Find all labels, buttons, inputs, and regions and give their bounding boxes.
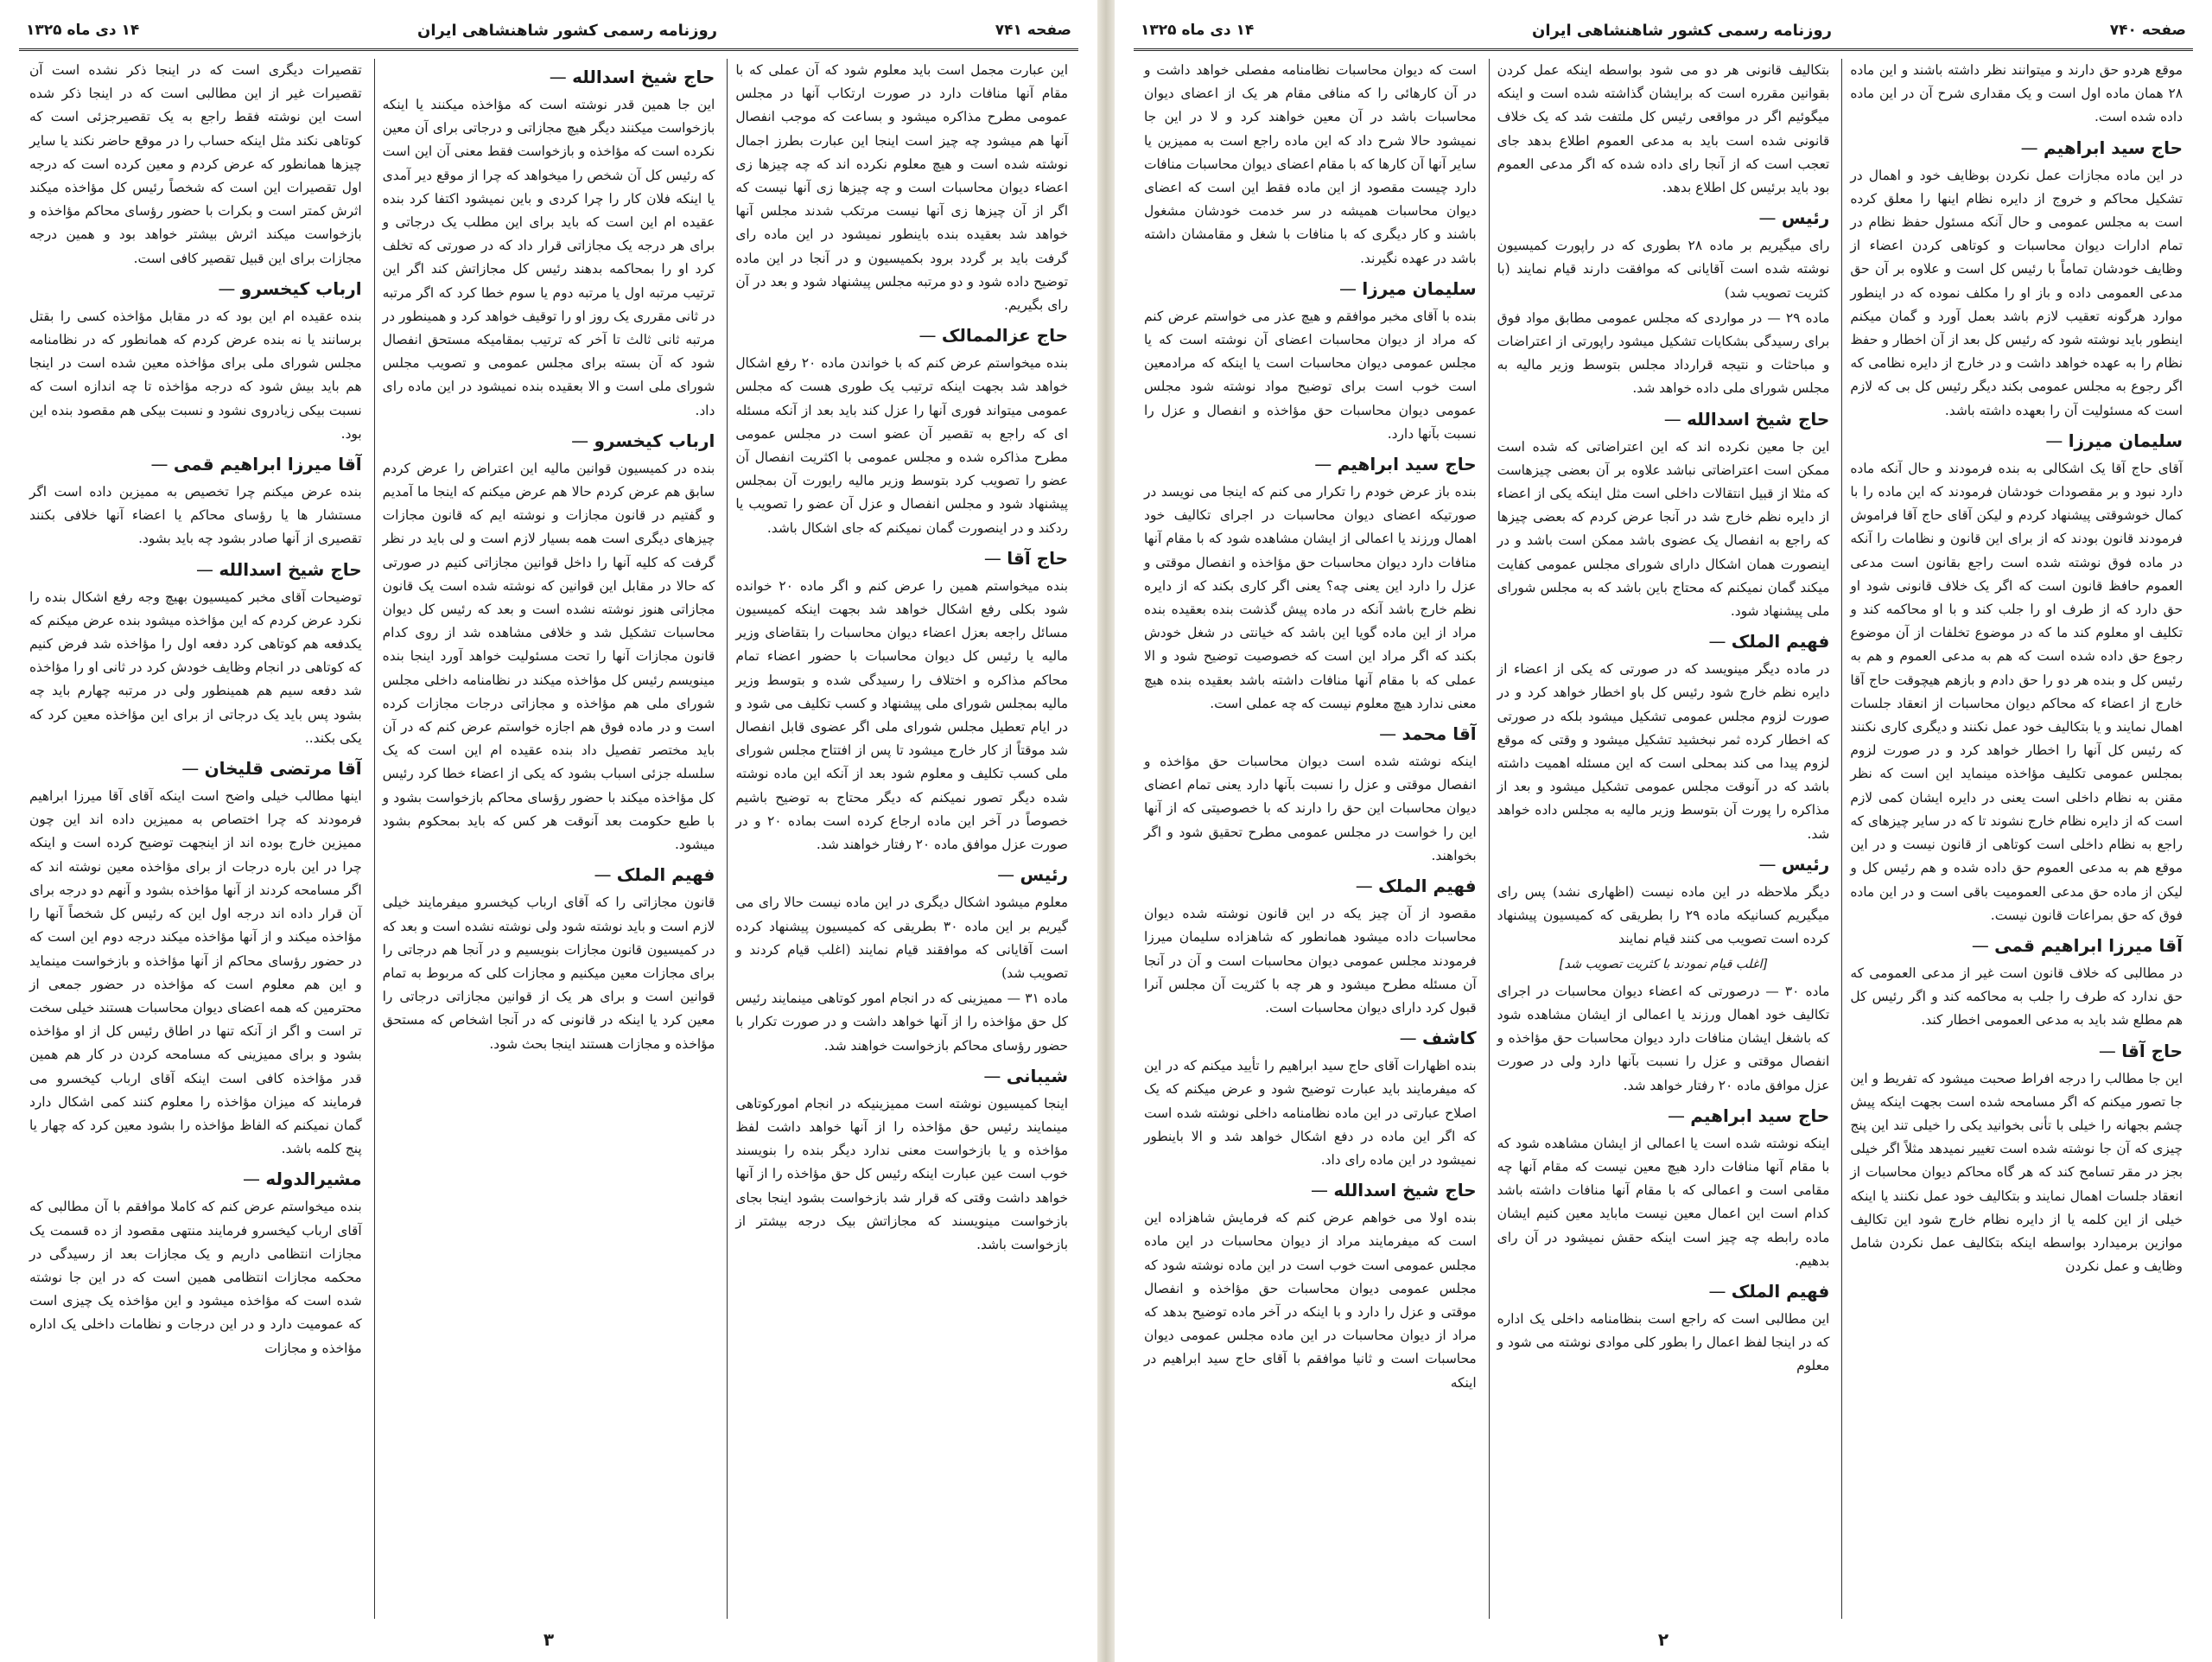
speaker-name: شیبانی — [735, 1061, 1068, 1091]
vote-note: [اغلب قیام نمودند با کثریت تصویب شد] [1559, 957, 1768, 971]
paragraph: دیگر ملاحظه در این ماده نیست (اظهاری نشد) پس رای میگیریم کسانیکه ماده ۲۹ را بطریقی که کمیسیون پیشنهاد کرده است تصویب می کنند قیام نمایند [1497, 883, 1830, 947]
paragraph: این جا مطالب را درجه افراط صحبت میشود که تفریط و این جا تصور میکنم که اگر مسامحه شده است بجهت اینکه پیش چشم بجهانه را خیلی با تأنی بخوانید یکی را خیلی تند این پنج چیزی که آن جا نوشته شده است تغییر نمیدهد مثلاً اگر خیلی بجز در مقر تسامح کند که هر گاه محاکم دیوان محاسبات از انعقاد جلسات اهمال نمایند و بتکالیف خود عمل نکنند یا اینکه خیلی از این کلمه یا از دایره نظام خارج شود این تکالیف موازین برمیدارد بواسطه اینکه بتکالیف عمل نکردن شامل وظایف و عمل نکردن [1850, 1070, 2183, 1275]
left-col-1 [725, 59, 1078, 1619]
speaker-name: حاج سید ابراهیم — [1850, 133, 2183, 162]
book-gutter [1097, 0, 1115, 1662]
left-page-columns [19, 59, 1078, 1619]
right-col-1 [1840, 59, 2193, 1619]
left-page-title: روزنامه رسمی کشور شاهنشاهی ایران [416, 21, 718, 40]
right-page [1115, 0, 2212, 1662]
paragraph: ماده ۲۹ — در مواردی که مجلس عمومی مطابق مواد فوق برای رسیدگی بشکایات تشکیل میشود راپورتی از اعتراضات و مباحثات و نتیجه قرارداد مجلس بتوسط وزیر مالیه به مجلس شورای ملی داده خواهد شد. [1497, 309, 1830, 397]
paragraph: بنده میخواستم عرض کنم که با خواندن ماده ۲۰ رفع اشکال خواهد شد بجهت اینکه ترتیب یک طوری هست که مجلس عمومی میتواند فوری آنها را عزل کند باید بعد از آنکه مسئله ای که راجع به تقصیر آن عضو است در مجلس عمومی مطرح مذاکره شده و مجلس عمومی با اکثریت انفصال آن عضو را تصویب کرد بتوسط وزیر مالیه رایورت آن بمجلس پیشنهاد شود و مجلس انفصال و عزل آن عضو را تصویب یا ردکند و در اینصورت گمان نمیکنم که جای اشکال باشد. [735, 355, 1068, 536]
paragraph: بنده با آقای مخبر موافقم و هیچ عذر می خواستم عرض کنم که مراد از دیوان محاسبات اعضای آن نوشته است که یا مجلس عمومی دیوان محاسبات است یا اینکه که مرادمعین است خوب است برای توضیح مواد نوشته شود مجلس عمومی دیوان محاسبات حق مؤاخذه و انفصال و عزل را نسبت بآنها دارد. [1143, 308, 1477, 442]
paragraph: بنده اظهارات آقای حاج سید ابراهیم را تأیید میکنم که در این که میفرمایند باید عبارت توضیح شود و عرض میکنم که یک اصلاح عبارتی در این ماده نظامنامه داخلی نوشته شده است که اگر این ماده در دفع اشکال خواهد شد و الا باینطور نمیشود در این ماده رای داد. [1143, 1058, 1477, 1168]
paragraph: ماده ۳۱ — ممیزینی که در انجام امور کوتاهی مینمایند رئیس کل حق مؤاخذه را از آنها خواهد داشت و در صورت تکرار با حضور رؤسای محاکم بازخواست خواهند شد. [735, 990, 1068, 1054]
right-page-title: روزنامه رسمی کشور شاهنشاهی ایران [1531, 21, 1833, 40]
paragraph: بنده عقیده ام این بود که در مقابل مؤاخذه کسی را بقتل برسانند یا نه بنده عرض کردم که همانطور که در نظامنامه مجلس شورای ملی برای مؤاخذه معین شده است در اینجا هم باید بیش شود که درجه مؤاخذه تا چه اندازه است که نسبت بیکی زیادروی نشود و نسبت بیکی هم مقصود بنده این بود. [29, 308, 362, 442]
speaker-name: رئیس — [735, 860, 1068, 889]
paragraph: در ماده دیگر مینویسد که در صورتی که یکی از اعضاء از دایره نظم خارج شود رئیس کل باو اخطار خواهد کرد و در صورت لزوم مجلس عمومی تشکیل میشود بلکه در صورتی که اخطار کرده ثمر نبخشید تشکیل میشود و وقتی که موقع لزوم پیدا می کند بمحلی است که این مسئله اهمیت داشته باشد که در آنوقت مجلس عمومی تشکیل میشود و بعد از مذاکره را پورت آن بتوسط وزیر مالیه به مجلس داده خواهد شد. [1497, 661, 1830, 842]
left-page-header [19, 16, 1078, 51]
speaker-name: فهیم الملک — [1497, 627, 1830, 656]
speaker-name: کاشف — [1144, 1023, 1477, 1053]
speaker-name: حاج آقا — [1850, 1036, 2183, 1066]
right-page-header [1134, 16, 2193, 51]
paragraph: اینجا کمیسیون نوشته است ممیزینیکه در انجام امورکوتاهی مینمایند رئیس حق مؤاخذه را از آنها خواهد داشت لفظ مؤاخذه و یا بازخواست معنی ندارد دیگر بنده را بنویسند خوب است عین عبارت اینکه رئیس کل حق مؤاخذه را از آنها خواهد داشت وقتی که قرار شد بازخواست بشود اینجا بجای بازخواست مینویسند که مجازاتش بیک درجه بیشتر از بازخواست باشد. [735, 1095, 1068, 1252]
speaker-name: رئیس — [1497, 203, 1830, 232]
speaker-name: رئیس — [1497, 850, 1830, 879]
paragraph: در مطالبی که خلاف قانون است غیر از مدعی العمومی که حق ندارد که طرف را جلب به محاکمه کند و اگر رئیس کل هم مطلع شد باید به مدعی العمومی اخطار کند. [1850, 965, 2183, 1028]
paragraph: بنده عرض میکنم چرا تخصیص به ممیزین داده است اگر مستشار ها یا رؤسای محاکم یا اعضاء آنها خلافی بکنند تقصیری از آنها صادر بشود چه باید بشود. [29, 484, 362, 547]
paragraph: مقصود از آن چیز یکه در این قانون نوشته شده دیوان محاسبات داده میشود همانطور که شاهزاده سلیمان میرزا فرمودند مجلس عمومی دیوان محاسبات است و آن در آنجا آن مسئله مطرح میشود و هر چه با کثریت آن مجلس آنرا قبول کرد دارای دیوان محاسبات است. [1143, 906, 1477, 1016]
paragraph: بتکالیف قانونی هر دو می شود بواسطه اینکه عمل کردن بقوانین مقرره است که برایشان گذاشته شده است و اینکه میگوئیم اگر در مواقعی رئیس کل ملتفت شد که یک خلاف قانونی شده است باید به مدعی العموم اطلاع بدهد جای تعجب است که از آنجا رای داده شده که اگر مدعی العموم بود باید برئیس کل اطلاع بدهد. [1497, 62, 1830, 196]
paragraph: ماده ۳۰ — درصورتی که اعضاء دیوان محاسبات در اجرای تکالیف خود اهمال ورزند یا اعمالی از ایشان مشاهده شود که باشغل ایشان منافات دارد دیوان محاسبات حق مؤاخذه و انفصال موقتی و عزل را نسبت بآنها دارد ولی در صورت عزل موافق ماده ۲۰ رفتار خواهد شد. [1497, 983, 1830, 1093]
speaker-name: حاج شیخ اسدالله — [29, 555, 362, 584]
paragraph: بنده باز عرض خودم را تکرار می کنم که اینجا می نویسد در صورتیکه اعضای دیوان محاسبات در اجرای تکالیف خود اهمال ورزند یا اعمالی از ایشان مشاهده شود که با مقام آنها منافات دارد دیوان محاسبات حق مؤاخذه و انفصال موقتی و عزل را دارد این یعنی چه؟ یعنی اگر کاری بکند که از دایره نظم خارج باشد آنکه در ماده پیش گذشت بنده بعقیده بنده مراد از این ماده گویا این باشد که خیانتی در شغل خودش بکند که اگر مراد این است که خصوصیت توضیح شود و الا عملی که با مقام آنها منافات داشته باشد بعقیده بنده هیچ معنی ندارد هیچ معلوم نیست که چه عملی است. [1143, 484, 1477, 711]
speaker-name: حاج شیخ اسدالله — [383, 62, 715, 92]
column-rule [1841, 59, 1842, 1619]
paragraph: بنده اولا می خواهم عرض کنم که فرمایش شاهزاده این است که میفرمایند مراد از دیوان محاسبات در این ماده مجلس عمومی است خوب است در این ماده نوشته شود که مجلس عمومی دیوان محاسبات حق مؤاخذه و انفصال موقتی و عزل را دارد و با اینکه در آخر ماده توضیح بدهد که مراد از دیوان محاسبات در این ماده مجلس عمومی دیوان محاسبات است و ثانیا موافقم با آقای حاج سید ابراهیم در اینکه [1143, 1210, 1477, 1391]
paragraph: اینها مطالب خیلی واضح است اینکه آقای آقا میرزا ابراهیم فرمودند که چرا اختصاص به ممیزین داده اند این چون ممیزین خارج بوده اند از اینجهت توضیح کرده است و اینکه چرا در این باره درجات از برای مؤاخذه معین نوشته اند که اگر مسامحه کردند از آنها مؤاخذه بشود و آنهم دو درجه برای آن قرار داده اند درجه اول این که رئیس کل شخصاً آنها را مؤاخذه میکند و از آنها مؤاخذه میکند درجه دوم این است که در حضور رؤسای محاکم از آنها مؤاخذه و بازخواست مینماید و این هم معلوم است که مؤاخذه در حضور جمعی از محترمین که همه اعضای دیوان محاسبات هستند خیلی سخت تر است و اگر از آنکه تنها در اطاق رئیس کل از او مؤاخذه بشود و برای ممیزینی که مسامحه کردن در کار هم همین قدر مؤاخذه کافی است اینکه آقای ارباب کیخسرو می فرمایند که میزان مؤاخذه را معلوم کنند کمی اشکال دارد گمان نمیکنم که الفاظ مؤاخذه را بشود معین کرد که چهار یا پنج کلمه باشد. [29, 788, 362, 1157]
right-page-number: ۲ [1657, 1629, 1669, 1650]
paragraph: اینکه نوشته شده است دیوان محاسبات حق مؤاخذه و انفصال موقتی و عزل را نسبت بآنها دارد یعنی تمام اعضای دیوان محاسبات این حق را دارند که با خصوصیتی که از آنها این را خواست در مجلس عمومی مطرح تحقیق شود و اگر بخواهند. [1143, 754, 1477, 863]
paragraph: معلوم میشود اشکال دیگری در این ماده نیست حالا رای می گیریم بر این ماده ۳۰ بطریقی که کمیسیون پیشنهاد کرده است آقایانی که موافقند قیام نمایند (اغلب قیام کردند و تصویب شد) [735, 895, 1068, 981]
right-col-2 [1487, 59, 1840, 1619]
paragraph: آقای حاج آقا یک اشکالی به بنده فرمودند و حال آنکه ماده دارد نبود و بر مقصودات خودشان فرمودند که این ماده را با کمال خوشوقتی پیشنهاد کردم و لیکن آقای حاج آقا فراموش فرمودند قانون بودند که از برای این قانون و نظامات را آنکه در ماده فوق نوشته شده است راجع بقانون است مدعی العموم حافظ قانون است که اگر یک خلاف قانونی شود او حق دارد که از طرف او را جلب کند و با او محاکمه کند و تکلیف او معلوم کند ما که در موضوع تخلفات از آن موضوع رجوع حق داده شده است که هم به مدعی العموم و هم به رئیس کل و بنده هر دو را حق دادم و بازهم هیچوقت حاج آقا خارج از اعضاء که محاکم دیوان محاسبات از انعقاد جلسات اهمال نمایند و یا بتکالیف خود عمل نکنند و دیگری کاری نکنند که رئیس کل آنها را اخطار خواهد کرد و در صورت لزوم بمجلس عمومی تکلیف مؤاخذه مینماید این است که نظر مقنن به نظام داخلی است یعنی در دایره ایشان کمی لازم است که از دایره نظام خارج نشوند تا که در سایر چیزهای که راجع به نظام داخلی است کوتاهی از قانون نیست و در این موقع هم به مدعی العموم حق داده شده و هم رئیس کل و لیکن از ماده حق مدعی العمومیت باقی است و در این ماده فوق که حق بمراعات قانون نیست. [1850, 460, 2183, 923]
speaker-name: سلیمان میرزا — [1144, 274, 1477, 303]
column-rule [1489, 59, 1490, 1619]
paragraph: قانون مجازاتی را که آقای ارباب کیخسرو میفرمایند خیلی لازم است و باید نوشته شود ولی نوشته نشده است و بعد که در کمیسیون قانون مجازات بنویسیم و در آنجا هم درجاتی را برای مجازات معین میکنیم و مجازات کلی که مربوط به تمام قوانین است و برای هر یک از قوانین مجازاتی درجاتی را معین کرد یا اینکه در قانونی که در آنجا اشخاص که مستحق مؤاخذه و مجازات هستند اینجا بحث شود. [382, 895, 715, 1052]
column-rule [374, 59, 375, 1619]
left-page-label: صفحه ۷۴۱ [995, 22, 1071, 39]
paragraph: این جا همین قدر نوشته است که مؤاخذه میکنند یا اینکه بازخواست میکنند دیگر هیچ مجازاتی و درجاتی برای آن معین نکرده است که مؤاخذه و بازخواست فقط معنی آن این است که رئیس کل آن شخص را میخواهد که چرا از موقع دیر آمدی یا اینکه فلان کار را چرا کردی و باین نمیشود اکتفا کرد بنده عقیده ام این است که باید برای این مطلب یک درجاتی و برای هر درجه یک مجازاتی قرار داد که در صورتی که تخلف کرد او را بمحاکمه بدهند رئیس کل مجازاتش کند اگر این ترتیب مرتبه اول یا مرتبه دوم یا سوم خطا کرد که اگر مرتبه در ثانی مقرری یک روز او را توقیف خواهد کرد و همینطور در مرتبه ثانی ثالث تا آخر که ترتیب بمقامیکه مستحق انفصال شود که آن بسته برای مجلس عمومی و تصویب مجلس شورای ملی است و الا بعقیده بنده نمیشود در این ماده رای داد. [382, 97, 715, 418]
speaker-name: حاج آقا — [735, 544, 1068, 573]
speaker-name: حاج شیخ اسدالله — [1497, 404, 1830, 434]
paragraph: بنده میخواستم عرض کنم که کاملا موافقم با آن مطالبی که آقای ارباب کیخسرو فرمایند منتهی مقصود از ده قسمت یک مجازات انتظامی داریم و یک مجازات بعد از رسیدگی در محکمه مجازات انتظامی همین است که در این جا نوشته شده است که مؤاخذه میشود و این مؤاخذه یک چیزی است که عمومیت دارد و در این درجات و نظامات داخلی یک اداره مؤاخذه و مجازات [29, 1199, 362, 1356]
paragraph: اینکه نوشته شده است یا اعمالی از ایشان مشاهده شود که با مقام آنها منافات دارد هیچ معین نیست که مقام آنها چه مقامی است و اعمالی که با مقام آنها منافات داشته باشد کدام است این اعمال معین نیست ماباید معین کنیم ایشان ماده رابطه چه چیز است اینکه حقش نمیشود در آن رای بدهیم. [1497, 1135, 1830, 1269]
speaker-name: حاج سید ابراهیم — [1144, 449, 1477, 479]
paragraph: این مطالبی است که راجع است بنظامنامه داخلی یک اداره که در اینجا لفظ اعمال را بطور کلی موادی نوشته می شود و معلوم [1497, 1310, 1830, 1374]
right-page-columns [1134, 59, 2193, 1619]
speaker-name: حاج سید ابراهیم — [1497, 1101, 1830, 1130]
paragraph: این عبارت مجمل است باید معلوم شود که آن عملی که با مقام آنها منافات دارد در صورت ارتکاب آنها در مجلس عمومی مطرح مذاکره میشود و بساعت که موجب انفصال آنها هم میشود چه چیز است اینجا این عبارت بطرز اجمال نوشته شده است و هیچ معلوم نکرده اند که چه چیزها زی اعضاء دیوان محاسبات است و چه چیزها زی آنها نیست که اگر از آن چیزها زی آنها نیست مرتکب شدند مجلس آنها خواهد شد بعقیده بنده باینطور نمیشود در این ماده رای گرفت باید بر گردد برود بکمیسیون و در آنجا در این ماده توضیح داده شود و دو مرتبه مجلس پیشنهاد شود و بعد در آن رای بگیریم. [735, 62, 1068, 314]
left-col-3 [19, 59, 372, 1619]
speaker-name: آقا محمد — [1144, 719, 1477, 748]
speaker-name: حاج عزالممالک — [735, 321, 1068, 350]
speaker-name: آقا میرزا ابراهیم قمی — [29, 449, 362, 479]
speaker-name: فهیم الملک — [1144, 871, 1477, 901]
right-col-3 [1134, 59, 1487, 1619]
speaker-name: ارباب کیخسرو — [29, 274, 362, 303]
paragraph: است که دیوان محاسبات نظامنامه مفصلی خواهد داشت و در آن کارهائی را که منافی مقام هر یک از اعضای دیوان محاسبات باشد در آن معین خواهند کرد و لا در این جا نمیشود حالا شرح داد که این ماده راجع است به ممیزین یا سایر آنها آن کارها که با مقام اعضای دیوان محاسبات منافات دارد چیست مقصود از این ماده فقط این است که اعضای دیوان محاسبات همیشه در سر خدمت خودشان مشغول باشند و کار دیگری که با منافات با شغل و مقامشان داشته باشد در عهده نگیرند. [1143, 62, 1477, 266]
speaker-name: آقا مرتضی قلیخان — [29, 754, 362, 783]
paragraph: رای میگیریم بر ماده ۲۸ بطوری که در راپورت کمیسیون نوشته شده است آقایانی که موافقت دارند قیام نمایند (با کثریت تصویب شد) [1497, 238, 1830, 301]
right-page-date: ۱۴ دی ماه ۱۳۲۵ [1141, 22, 1255, 39]
speaker-name: ارباب کیخسرو — [383, 426, 715, 455]
speaker-name: حاج شیخ اسدالله — [1144, 1175, 1477, 1205]
speaker-name: مشیرالدوله — [29, 1164, 362, 1194]
speaker-name: فهیم الملک — [383, 860, 715, 889]
paragraph: در این ماده مجازات عمل نکردن بوظایف خود و اهمال در تشکیل محاکم و خروج از دایره نظام اینها را معلق کرده است به مجلس عمومی و حال آنکه مسئول حفظ نظام در تمام ادارات دیوان محاسبات و کوتاهی کردن اعضاء از وظایف خودشان تماماً با رئیس کل است و علاوه بر آن حق مدعی العمومی داده و باز او را مکلف نموده که در اینطور موارد هرگونه تعقیب لازم باشد بعمل آورد و گمان میکنم اینطور باید نوشته شود که رئیس کل بعد از آن اخطار و حفظ نظام را به عهده خواهد داشت و در خارج از دایره نظامی که اگر رجوع به مجلس عمومی بکند دیگر رئیس کل بی که لازم است که مسئولیت آن را بعهده داشته باشد. [1850, 167, 2183, 418]
paragraph: بنده میخواستم همین را عرض کنم و اگر ماده ۲۰ خوانده شود بکلی رفع اشکال خواهد شد بجهت اینکه کمیسیون مسائل راجعه بعزل اعضاء دیوان محاسبات را بتقاضای وزیر مالیه یا رئیس کل دیوان محاسبات با حضور اعضاء تمام محاکم مذاکره و اختلاف را رسیدگی شده و بتوسط وزیر مالیه بمجلس شورای ملی پیشنهاد و کسب تکلیف می شود و در ایام تعطیل مجلس شورای ملی اگر عضوی قابل انفصال شد موقتاً از کار خارج میشود تا پس از افتتاح مجلس شورای ملی کسب تکلیف و معلوم شود بعد از آنکه این ماده نوشته شده دیگر تصور نمیکنم که دیگر محتاج به توضیح باشیم خصوصاً در آخر این ماده ارجاع کرده است بماده ۲۰ و در صورت عزل موافق ماده ۲۰ رفتار خواهند شد. [735, 577, 1068, 853]
left-col-2 [372, 59, 726, 1619]
paragraph: تقصیرات دیگری است که در اینجا ذکر نشده است آن تقصیرات غیر از این مطالبی است که در اینجا ذکر شده است این نوشته فقط راجع به یک تقصیرجزئی است که کوتاهی نکند مثل اینکه حساب را در موقع حاضر نکند یا سایر چیزها همانطور که عرض کردم و معین کرده است که درجه اول تقصیرات این است که شخصاً رئیس کل مؤاخذه میکند اثرش کمتر است و بکرات با حضور رؤسای محاکم مؤاخذه و بازخواست میکند اثرش بیشتر خواهد بود و همین درجه مجازات برای این قبیل تقصیر کافی است. [29, 62, 362, 266]
column-rule [727, 59, 728, 1619]
right-page-label: صفحه ۷۴۰ [2109, 22, 2186, 39]
paragraph: این جا معین نکرده اند که این اعتراضاتی که شده است ممکن است اعتراضاتی نباشد علاوه بر آن بعضی چیزهاست که مثلا از قبیل انتقالات داخلی است مثل اینکه یکی از اعضاء از دایره نظم خارج شد در آنجا عرض کردم که بعضی چیزها که راجع به انفصال یک عضوی باشد ممکن است باشد و در اینصورت همان اشکال دارای شورای مجلس عمومی کفایت میکند گمان نمیکنم که محتاج باین باشد که به مجلس شورای ملی پیشنهاد شود. [1497, 438, 1830, 620]
speaker-name: فهیم الملک — [1497, 1277, 1830, 1306]
paragraph: توضیحات آقای مخبر کمیسیون بهیچ وجه رفع اشکال بنده را نکرد عرض کردم که این مؤاخذه میشود بنده عرض میکنم که یکدفعه هم کوتاهی کرد دفعه اول را مؤاخذه شد فرض کنیم که کوتاهی در انجام وظایف خودش کرد در ثانی او را مؤاخذه شد دفعه سیم هم همینطور ولی در مرتبه چهارم باید چه بشود پس باید یک درجاتی از برای این مؤاخذه معین کرد که یکی بکند.. [29, 589, 362, 746]
speaker-name: آقا میرزا ابراهیم قمی — [1850, 931, 2183, 960]
left-page-number: ۳ [543, 1629, 555, 1650]
paragraph: موقع هردو حق دارند و میتوانند نظر داشته باشند و این ماده ۲۸ همان ماده اول است و یک مقداری شرح آن در این ماده داده شده است. [1850, 62, 2183, 125]
left-page [0, 0, 1097, 1662]
paragraph: بنده در کمیسیون قوانین مالیه این اعتراض را عرض کردم سابق هم عرض کردم حالا هم عرض میکنم که اینجا ما آمدیم و گفتیم در قانون مجازات و نوشته ایم که قانون مجازات چیزهای دیگری است همه بسیار لازم است و لی باید در نظر گرفت که کلیه آنها را داخل قوانین مجازاتی کنیم در صورتی که حالا در مقابل این قوانین که نوشته شده است یک قانون مجازاتی هنوز نوشته نشده است و بعد که رئیس کل دیوان محاسبات تشکیل شد و خلافی مشاهده شد از روی کدام قانون مجازات آنها را تحت مسئولیت خواهد آورد اینجا بنده مینویسم رئیس کل مؤاخذه میکند در نظامنامه داخلی مجلس شورای ملی هم مؤاخذه و مجازاتی درجات مجازات کرده است و در ماده فوق هم اجازه خواستم عرض کنم که در آن باید مختصر تفصیل داد بنده عقیده ام این است که یک سلسله جزئی اسباب بشود که یکی از اعضاء خطا کرد رئیس کل مؤاخذه میکند با حضور رؤسای محاکم بازخواست بشود و با طبع حکومت بعد آنوقت هر کس که باید بمحکوم بشود میشود. [382, 460, 715, 853]
left-page-date: ۱۴ دی ماه ۱۳۲۵ [26, 22, 140, 39]
speaker-name: سلیمان میرزا — [1850, 426, 2183, 455]
